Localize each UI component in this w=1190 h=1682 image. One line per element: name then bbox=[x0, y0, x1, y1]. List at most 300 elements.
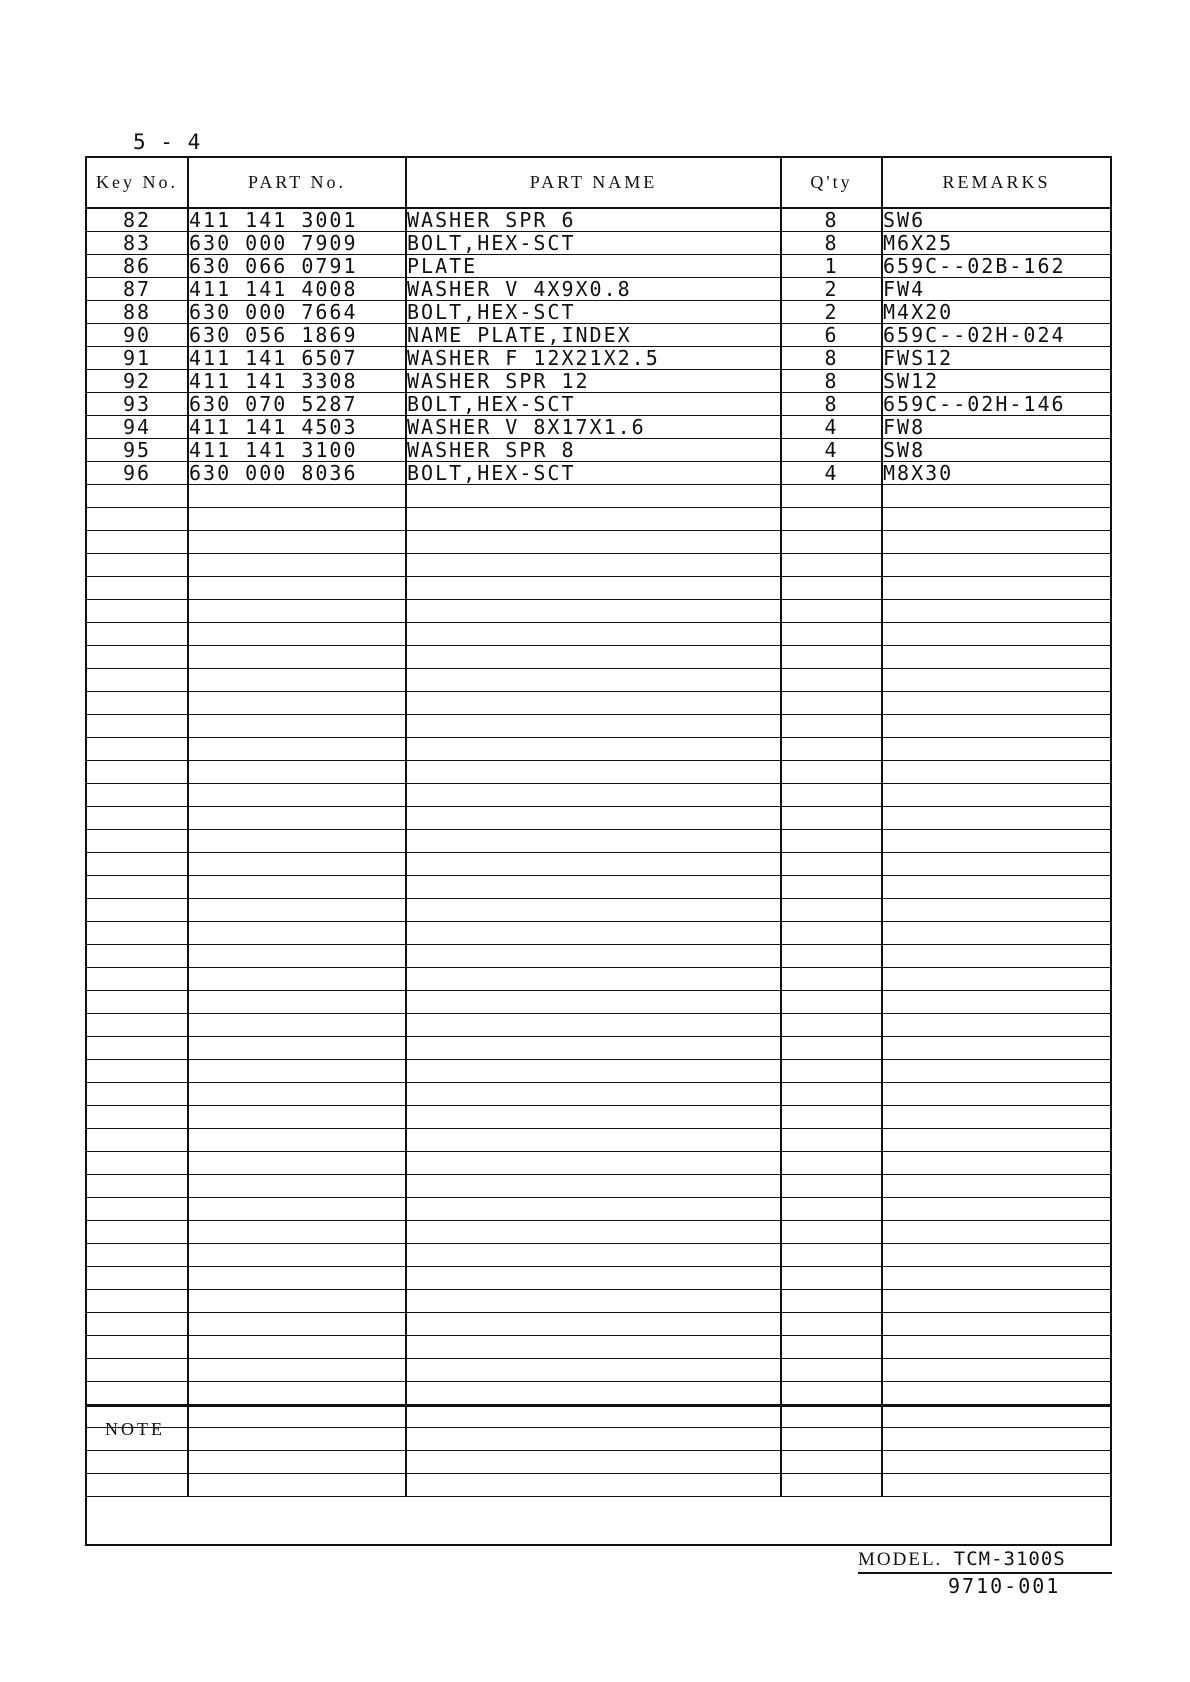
table-row bbox=[87, 807, 1110, 830]
key-no-cell bbox=[87, 1129, 188, 1152]
part-name-cell bbox=[406, 922, 781, 945]
qty-cell: 1 bbox=[781, 255, 882, 278]
table-row bbox=[87, 784, 1110, 807]
qty-cell bbox=[781, 991, 882, 1014]
part-no-cell bbox=[188, 554, 406, 577]
table-row bbox=[87, 876, 1110, 899]
part-no-cell bbox=[188, 761, 406, 784]
remarks-cell bbox=[882, 830, 1110, 853]
table-row bbox=[87, 1175, 1110, 1198]
part-no-cell bbox=[188, 1336, 406, 1359]
part-no-cell bbox=[188, 1060, 406, 1083]
part-no-cell bbox=[188, 485, 406, 508]
part-no-cell bbox=[188, 577, 406, 600]
part-no-cell bbox=[188, 1037, 406, 1060]
table-row bbox=[87, 301, 1110, 324]
note-label: NOTE bbox=[105, 1419, 165, 1439]
part-name-cell bbox=[406, 945, 781, 968]
part-no-cell: 630 000 7909 bbox=[188, 232, 406, 255]
key-no-cell bbox=[87, 1152, 188, 1175]
key-no-cell bbox=[87, 1175, 188, 1198]
part-name-cell: BOLT,HEX-SCT bbox=[406, 393, 781, 416]
qty-cell bbox=[781, 623, 882, 646]
table-row bbox=[87, 830, 1110, 853]
remarks-cell bbox=[882, 508, 1110, 531]
table-row bbox=[87, 968, 1110, 991]
model-line bbox=[858, 1548, 1112, 1574]
qty-cell bbox=[781, 577, 882, 600]
part-name-cell bbox=[406, 1129, 781, 1152]
part-name-cell: WASHER SPR 8 bbox=[406, 439, 781, 462]
part-no-cell bbox=[188, 1313, 406, 1336]
part-name-cell: WASHER SPR 12 bbox=[406, 370, 781, 393]
part-no-cell: 411 141 3100 bbox=[188, 439, 406, 462]
qty-cell bbox=[781, 968, 882, 991]
table-row bbox=[87, 577, 1110, 600]
part-name-cell bbox=[406, 1313, 781, 1336]
remarks-cell bbox=[882, 1014, 1110, 1037]
qty-cell bbox=[781, 899, 882, 922]
key-no-cell bbox=[87, 1244, 188, 1267]
remarks-cell bbox=[882, 1313, 1110, 1336]
remarks-cell bbox=[882, 1336, 1110, 1359]
part-no-cell: 630 000 7664 bbox=[188, 301, 406, 324]
part-name-cell bbox=[406, 1198, 781, 1221]
part-name-cell bbox=[406, 531, 781, 554]
part-no-cell bbox=[188, 669, 406, 692]
key-no-cell bbox=[87, 554, 188, 577]
qty-cell bbox=[781, 1060, 882, 1083]
key-no-cell bbox=[87, 646, 188, 669]
part-name-cell bbox=[406, 1106, 781, 1129]
remarks-cell bbox=[882, 761, 1110, 784]
qty-cell: 4 bbox=[781, 416, 882, 439]
qty-cell bbox=[781, 1382, 882, 1405]
key-no-cell bbox=[87, 531, 188, 554]
table-row bbox=[87, 1198, 1110, 1221]
part-no-cell bbox=[188, 646, 406, 669]
table-row bbox=[87, 1221, 1110, 1244]
remarks-cell bbox=[882, 1175, 1110, 1198]
qty-cell bbox=[781, 646, 882, 669]
table-row bbox=[87, 600, 1110, 623]
remarks-cell bbox=[882, 692, 1110, 715]
table-row bbox=[87, 1106, 1110, 1129]
qty-cell bbox=[781, 876, 882, 899]
table-row bbox=[87, 370, 1110, 393]
key-no-cell bbox=[87, 623, 188, 646]
table-row bbox=[87, 1129, 1110, 1152]
remarks-cell bbox=[882, 623, 1110, 646]
table-row bbox=[87, 991, 1110, 1014]
table-row bbox=[87, 899, 1110, 922]
part-name-cell bbox=[406, 738, 781, 761]
qty-cell: 6 bbox=[781, 324, 882, 347]
table-row bbox=[87, 347, 1110, 370]
qty-cell: 8 bbox=[781, 208, 882, 232]
remarks-cell bbox=[882, 1083, 1110, 1106]
key-no-cell: 83 bbox=[87, 232, 188, 255]
part-no-cell bbox=[188, 600, 406, 623]
remarks-cell: SW12 bbox=[882, 370, 1110, 393]
part-name-cell bbox=[406, 830, 781, 853]
parts-list-sheet bbox=[85, 156, 1112, 1546]
key-no-cell: 93 bbox=[87, 393, 188, 416]
table-row bbox=[87, 278, 1110, 301]
key-no-cell: 91 bbox=[87, 347, 188, 370]
qty-cell: 8 bbox=[781, 347, 882, 370]
remarks-cell bbox=[882, 853, 1110, 876]
part-name-cell bbox=[406, 1014, 781, 1037]
table-row bbox=[87, 1313, 1110, 1336]
qty-cell bbox=[781, 508, 882, 531]
part-name-cell bbox=[406, 853, 781, 876]
key-no-cell bbox=[87, 945, 188, 968]
table-row bbox=[87, 1152, 1110, 1175]
remarks-cell bbox=[882, 1382, 1110, 1405]
remarks-cell bbox=[882, 1244, 1110, 1267]
table-row bbox=[87, 485, 1110, 508]
part-no-cell bbox=[188, 899, 406, 922]
part-no-cell bbox=[188, 738, 406, 761]
key-no-cell bbox=[87, 485, 188, 508]
qty-cell bbox=[781, 922, 882, 945]
table-row bbox=[87, 623, 1110, 646]
qty-cell bbox=[781, 1175, 882, 1198]
part-name-cell: BOLT,HEX-SCT bbox=[406, 232, 781, 255]
model-label: MODEL. bbox=[858, 1549, 943, 1570]
remarks-cell bbox=[882, 1060, 1110, 1083]
key-no-cell bbox=[87, 1290, 188, 1313]
part-name-cell bbox=[406, 1221, 781, 1244]
qty-cell bbox=[781, 1290, 882, 1313]
key-no-cell: 86 bbox=[87, 255, 188, 278]
key-no-cell bbox=[87, 1313, 188, 1336]
qty-cell bbox=[781, 761, 882, 784]
table-row bbox=[87, 232, 1110, 255]
remarks-cell: 659C--02B-162 bbox=[882, 255, 1110, 278]
qty-cell bbox=[781, 1083, 882, 1106]
part-name-cell bbox=[406, 761, 781, 784]
part-name-cell: WASHER V 4X9X0.8 bbox=[406, 278, 781, 301]
part-no-cell bbox=[188, 1152, 406, 1175]
key-no-cell bbox=[87, 922, 188, 945]
part-name-cell bbox=[406, 485, 781, 508]
table-row bbox=[87, 1083, 1110, 1106]
remarks-cell bbox=[882, 600, 1110, 623]
qty-cell bbox=[781, 692, 882, 715]
remarks-cell bbox=[882, 899, 1110, 922]
key-no-cell bbox=[87, 1106, 188, 1129]
part-no-cell bbox=[188, 531, 406, 554]
part-no-cell bbox=[188, 876, 406, 899]
table-row bbox=[87, 1290, 1110, 1313]
part-no-cell: 411 141 4008 bbox=[188, 278, 406, 301]
part-no-cell bbox=[188, 1106, 406, 1129]
part-no-cell bbox=[188, 692, 406, 715]
part-name-cell: BOLT,HEX-SCT bbox=[406, 301, 781, 324]
part-name-cell bbox=[406, 1290, 781, 1313]
header-part-name: PART NAME bbox=[406, 158, 781, 208]
part-name-cell bbox=[406, 807, 781, 830]
part-name-cell bbox=[406, 623, 781, 646]
key-no-cell bbox=[87, 1037, 188, 1060]
part-no-cell bbox=[188, 715, 406, 738]
table-row bbox=[87, 692, 1110, 715]
key-no-cell bbox=[87, 968, 188, 991]
remarks-cell bbox=[882, 669, 1110, 692]
remarks-cell bbox=[882, 738, 1110, 761]
part-name-cell: PLATE bbox=[406, 255, 781, 278]
part-no-cell bbox=[188, 945, 406, 968]
remarks-cell bbox=[882, 1106, 1110, 1129]
remarks-cell bbox=[882, 968, 1110, 991]
key-no-cell bbox=[87, 899, 188, 922]
part-no-cell bbox=[188, 853, 406, 876]
remarks-cell bbox=[882, 784, 1110, 807]
part-no-cell: 630 000 8036 bbox=[188, 462, 406, 485]
table-row bbox=[87, 462, 1110, 485]
qty-cell bbox=[781, 1152, 882, 1175]
header-key-no: Key No. bbox=[87, 158, 188, 208]
header-remarks: REMARKS bbox=[882, 158, 1110, 208]
qty-cell bbox=[781, 945, 882, 968]
table-row bbox=[87, 646, 1110, 669]
part-name-cell bbox=[406, 1037, 781, 1060]
part-name-cell bbox=[406, 876, 781, 899]
qty-cell bbox=[781, 715, 882, 738]
table-row bbox=[87, 922, 1110, 945]
key-no-cell bbox=[87, 1014, 188, 1037]
remarks-cell bbox=[882, 1267, 1110, 1290]
key-no-cell bbox=[87, 1359, 188, 1382]
key-no-cell bbox=[87, 1083, 188, 1106]
key-no-cell bbox=[87, 1198, 188, 1221]
table-row bbox=[87, 531, 1110, 554]
remarks-cell: FW8 bbox=[882, 416, 1110, 439]
remarks-cell bbox=[882, 1037, 1110, 1060]
qty-cell: 2 bbox=[781, 278, 882, 301]
remarks-cell bbox=[882, 945, 1110, 968]
qty-cell bbox=[781, 600, 882, 623]
key-no-cell: 82 bbox=[87, 208, 188, 232]
part-no-cell bbox=[188, 1198, 406, 1221]
part-no-cell bbox=[188, 1290, 406, 1313]
note-section bbox=[87, 1405, 1110, 1546]
table-row bbox=[87, 508, 1110, 531]
part-no-cell bbox=[188, 991, 406, 1014]
qty-cell: 8 bbox=[781, 370, 882, 393]
table-row bbox=[87, 1382, 1110, 1405]
qty-cell bbox=[781, 1198, 882, 1221]
key-no-cell bbox=[87, 738, 188, 761]
table-row bbox=[87, 715, 1110, 738]
part-name-cell bbox=[406, 1152, 781, 1175]
remarks-cell bbox=[882, 991, 1110, 1014]
table-row bbox=[87, 1060, 1110, 1083]
key-no-cell bbox=[87, 600, 188, 623]
part-no-cell bbox=[188, 968, 406, 991]
table-row bbox=[87, 1244, 1110, 1267]
table-row bbox=[87, 853, 1110, 876]
part-name-cell bbox=[406, 1083, 781, 1106]
header-part-no: PART No. bbox=[188, 158, 406, 208]
key-no-cell bbox=[87, 692, 188, 715]
key-no-cell bbox=[87, 991, 188, 1014]
qty-cell: 8 bbox=[781, 232, 882, 255]
part-no-cell bbox=[188, 1359, 406, 1382]
part-name-cell bbox=[406, 600, 781, 623]
remarks-cell bbox=[882, 1359, 1110, 1382]
remarks-cell: M6X25 bbox=[882, 232, 1110, 255]
remarks-cell: M8X30 bbox=[882, 462, 1110, 485]
qty-cell bbox=[781, 1106, 882, 1129]
part-name-cell bbox=[406, 669, 781, 692]
key-no-cell: 90 bbox=[87, 324, 188, 347]
table-row bbox=[87, 945, 1110, 968]
part-no-cell bbox=[188, 1129, 406, 1152]
qty-cell bbox=[781, 1221, 882, 1244]
qty-cell: 8 bbox=[781, 393, 882, 416]
part-name-cell: WASHER F 12X21X2.5 bbox=[406, 347, 781, 370]
part-no-cell bbox=[188, 1083, 406, 1106]
part-no-cell bbox=[188, 508, 406, 531]
key-no-cell: 94 bbox=[87, 416, 188, 439]
part-no-cell bbox=[188, 1175, 406, 1198]
part-name-cell bbox=[406, 577, 781, 600]
remarks-cell: SW8 bbox=[882, 439, 1110, 462]
key-no-cell bbox=[87, 761, 188, 784]
key-no-cell bbox=[87, 508, 188, 531]
key-no-cell: 87 bbox=[87, 278, 188, 301]
part-no-cell bbox=[188, 1221, 406, 1244]
table-row bbox=[87, 1037, 1110, 1060]
part-name-cell bbox=[406, 1060, 781, 1083]
key-no-cell bbox=[87, 577, 188, 600]
part-no-cell bbox=[188, 1267, 406, 1290]
table-row bbox=[87, 738, 1110, 761]
key-no-cell bbox=[87, 1336, 188, 1359]
model-value: TCM-3100S bbox=[953, 1548, 1066, 1570]
table-row bbox=[87, 416, 1110, 439]
part-no-cell bbox=[188, 830, 406, 853]
table-row bbox=[87, 208, 1110, 232]
qty-cell bbox=[781, 738, 882, 761]
qty-cell bbox=[781, 853, 882, 876]
document-number: 9710-001 bbox=[948, 1574, 1061, 1598]
remarks-cell bbox=[882, 1290, 1110, 1313]
qty-cell bbox=[781, 1244, 882, 1267]
part-name-cell: NAME PLATE,INDEX bbox=[406, 324, 781, 347]
part-name-cell: WASHER V 8X17X1.6 bbox=[406, 416, 781, 439]
key-no-cell bbox=[87, 1221, 188, 1244]
part-no-cell: 411 141 4503 bbox=[188, 416, 406, 439]
table-row bbox=[87, 1336, 1110, 1359]
key-no-cell: 92 bbox=[87, 370, 188, 393]
remarks-cell bbox=[882, 1198, 1110, 1221]
remarks-cell bbox=[882, 1129, 1110, 1152]
remarks-cell: M4X20 bbox=[882, 301, 1110, 324]
remarks-cell bbox=[882, 1221, 1110, 1244]
part-no-cell bbox=[188, 922, 406, 945]
part-name-cell bbox=[406, 1359, 781, 1382]
page-number: 5 - 4 bbox=[133, 130, 202, 154]
key-no-cell bbox=[87, 853, 188, 876]
remarks-cell bbox=[882, 807, 1110, 830]
part-no-cell bbox=[188, 807, 406, 830]
part-name-cell bbox=[406, 508, 781, 531]
part-no-cell: 411 141 3308 bbox=[188, 370, 406, 393]
qty-cell bbox=[781, 669, 882, 692]
part-name-cell bbox=[406, 715, 781, 738]
part-name-cell bbox=[406, 692, 781, 715]
table-body bbox=[87, 208, 1110, 1497]
key-no-cell: 95 bbox=[87, 439, 188, 462]
remarks-cell bbox=[882, 1152, 1110, 1175]
part-name-cell bbox=[406, 899, 781, 922]
key-no-cell bbox=[87, 876, 188, 899]
part-no-cell bbox=[188, 1382, 406, 1405]
key-no-cell bbox=[87, 669, 188, 692]
remarks-cell: 659C--02H-024 bbox=[882, 324, 1110, 347]
remarks-cell: 659C--02H-146 bbox=[882, 393, 1110, 416]
key-no-cell: 96 bbox=[87, 462, 188, 485]
remarks-cell bbox=[882, 876, 1110, 899]
table-row bbox=[87, 1359, 1110, 1382]
qty-cell bbox=[781, 1129, 882, 1152]
key-no-cell bbox=[87, 1060, 188, 1083]
qty-cell bbox=[781, 830, 882, 853]
qty-cell bbox=[781, 1037, 882, 1060]
part-no-cell: 630 070 5287 bbox=[188, 393, 406, 416]
table-row bbox=[87, 1267, 1110, 1290]
qty-cell bbox=[781, 1336, 882, 1359]
remarks-cell bbox=[882, 922, 1110, 945]
table-row bbox=[87, 324, 1110, 347]
table-row bbox=[87, 439, 1110, 462]
qty-cell: 4 bbox=[781, 439, 882, 462]
remarks-cell: FWS12 bbox=[882, 347, 1110, 370]
part-name-cell bbox=[406, 554, 781, 577]
part-name-cell: BOLT,HEX-SCT bbox=[406, 462, 781, 485]
remarks-cell: FW4 bbox=[882, 278, 1110, 301]
key-no-cell bbox=[87, 1267, 188, 1290]
qty-cell bbox=[781, 784, 882, 807]
header-qty: Q'ty bbox=[781, 158, 882, 208]
key-no-cell bbox=[87, 807, 188, 830]
qty-cell: 4 bbox=[781, 462, 882, 485]
table-row bbox=[87, 393, 1110, 416]
part-no-cell bbox=[188, 784, 406, 807]
part-no-cell: 411 141 6507 bbox=[188, 347, 406, 370]
part-name-cell: WASHER SPR 6 bbox=[406, 208, 781, 232]
qty-cell bbox=[781, 531, 882, 554]
part-no-cell bbox=[188, 1014, 406, 1037]
qty-cell bbox=[781, 807, 882, 830]
remarks-cell bbox=[882, 577, 1110, 600]
qty-cell: 2 bbox=[781, 301, 882, 324]
key-no-cell bbox=[87, 784, 188, 807]
remarks-cell bbox=[882, 485, 1110, 508]
qty-cell bbox=[781, 1313, 882, 1336]
remarks-cell bbox=[882, 715, 1110, 738]
qty-cell bbox=[781, 1014, 882, 1037]
remarks-cell bbox=[882, 646, 1110, 669]
part-name-cell bbox=[406, 1244, 781, 1267]
part-name-cell bbox=[406, 1267, 781, 1290]
part-no-cell: 630 056 1869 bbox=[188, 324, 406, 347]
remarks-cell bbox=[882, 531, 1110, 554]
